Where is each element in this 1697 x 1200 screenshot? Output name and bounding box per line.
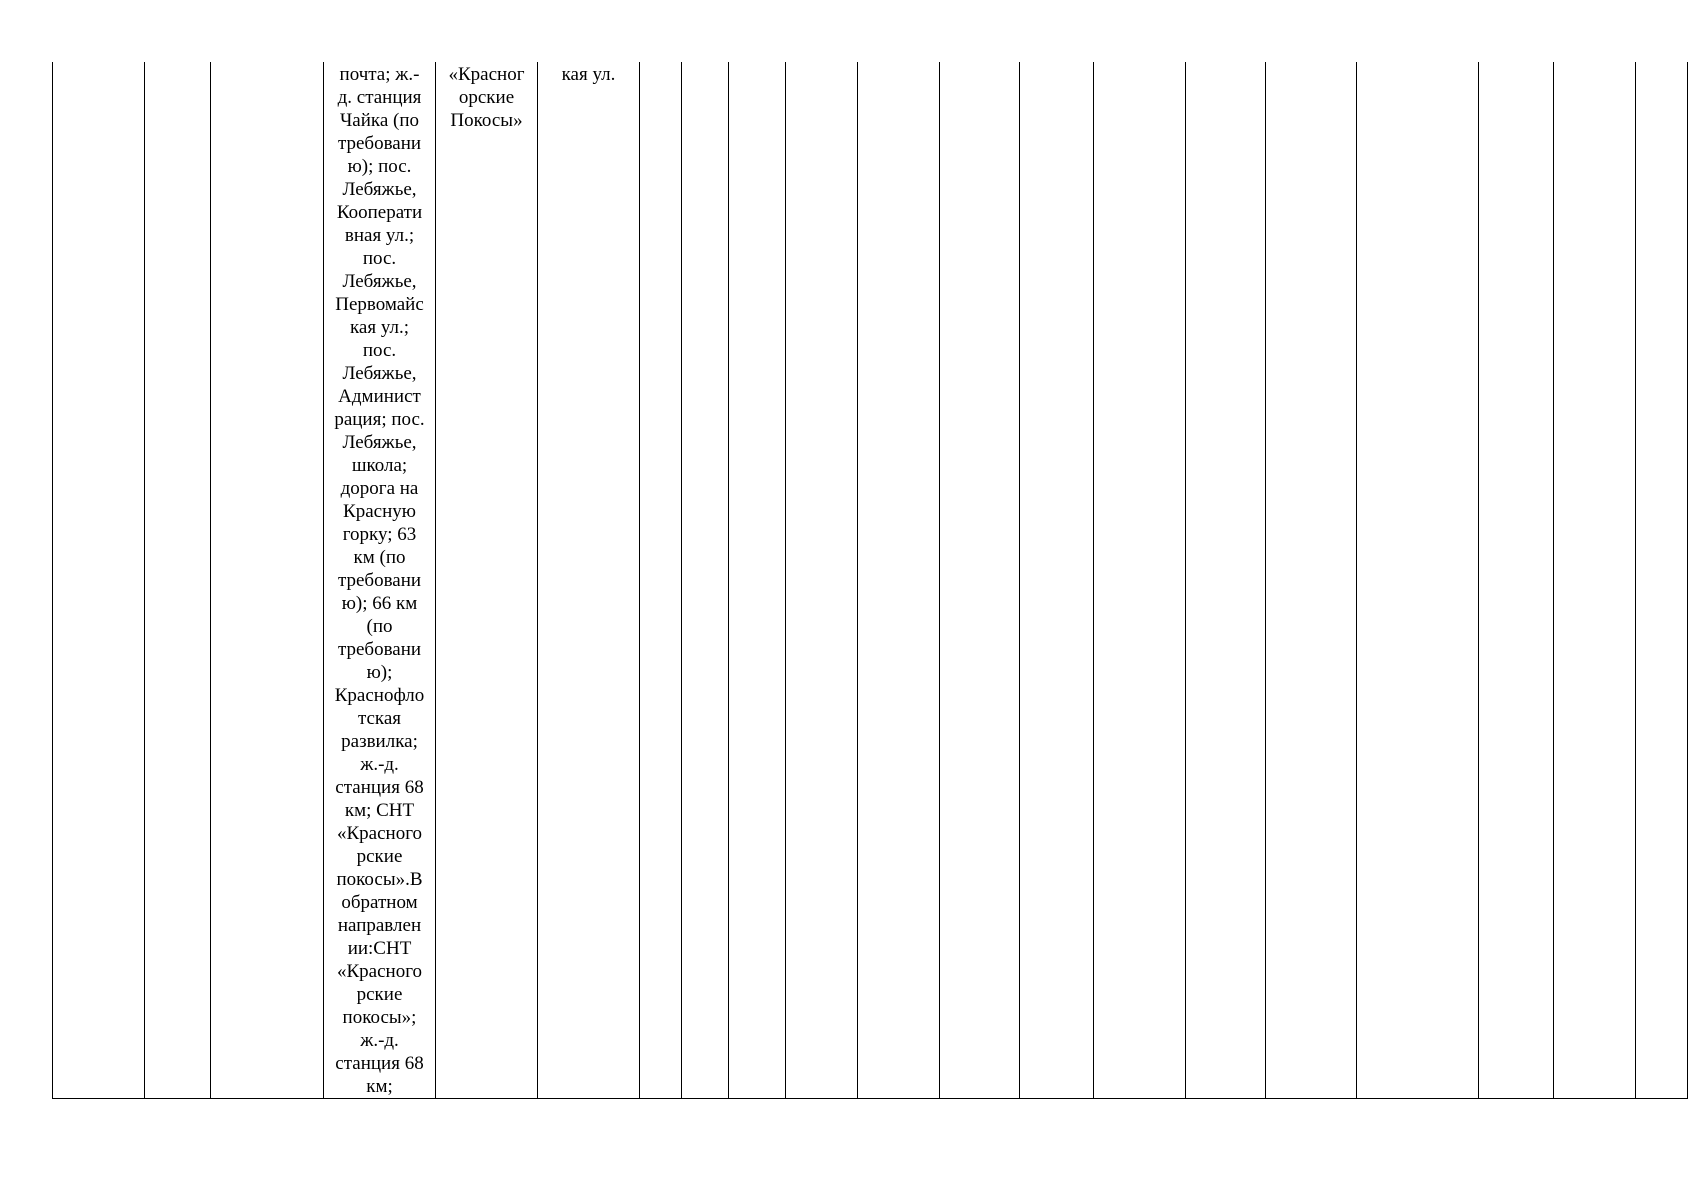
cell-text-18 bbox=[1479, 62, 1553, 63]
table-cell-11 bbox=[858, 62, 940, 1099]
street-cell bbox=[538, 62, 640, 1099]
table-cell-3 bbox=[211, 62, 324, 1099]
table-cell-15 bbox=[1186, 62, 1266, 1099]
cell-text-13 bbox=[1020, 62, 1093, 63]
table-cell-20 bbox=[1636, 62, 1688, 1099]
cell-text-12 bbox=[940, 62, 1019, 63]
table-cell-17 bbox=[1357, 62, 1479, 1099]
table-cell-19 bbox=[1554, 62, 1636, 1099]
cell-text-20 bbox=[1636, 62, 1687, 63]
cell-text-19 bbox=[1554, 62, 1635, 63]
table-cell-7 bbox=[640, 62, 682, 1099]
cell-text-15 bbox=[1186, 62, 1265, 63]
end-stop-cell bbox=[436, 62, 538, 1099]
cell-text-11 bbox=[858, 62, 939, 63]
cell-text-9 bbox=[729, 62, 785, 63]
street-text: кая ул. bbox=[561, 64, 616, 85]
table-cell-12 bbox=[940, 62, 1020, 1099]
cell-text-14 bbox=[1094, 62, 1185, 63]
end-stop-text: «Красног орские Покосы» bbox=[448, 64, 525, 131]
route-stops-text: почта; ж.- д. станция Чайка (по требовани ю); пос. Лебяжье, Кооперати вная ул.; пос. Лебяжье, Первомайс кая ул.; пос. Лебяжье, Админист рация; пос. Лебяжье, школа; дорога на Красную горку; 63 км (по требовани ю); 66 км (по требовани ю); Краснофло тская развилка; ж.-д. станция 68 км; СНТ «Красного рские покосы».В обратном направлен ии:СНТ «Красного рские покосы»; ж.-д. станция 68 км; bbox=[334, 64, 425, 1097]
table-cell-1 bbox=[53, 62, 145, 1099]
table-cell-14 bbox=[1094, 62, 1186, 1099]
table-cell-13 bbox=[1020, 62, 1094, 1099]
route-stops-cell bbox=[324, 62, 436, 1099]
table-cell-9 bbox=[729, 62, 786, 1099]
table-cell-18 bbox=[1479, 62, 1554, 1099]
cell-text-8 bbox=[682, 62, 728, 63]
route-table bbox=[52, 62, 1688, 1099]
cell-text-7 bbox=[640, 62, 681, 63]
table-cell-10 bbox=[786, 62, 858, 1099]
cell-text-10 bbox=[786, 62, 857, 63]
cell-text-1 bbox=[53, 62, 144, 63]
table-cell-8 bbox=[682, 62, 729, 1099]
table-row bbox=[53, 62, 1688, 1099]
table-cell-2 bbox=[145, 62, 211, 1099]
cell-text-16 bbox=[1266, 62, 1356, 63]
table-cell-16 bbox=[1266, 62, 1357, 1099]
cell-text-3 bbox=[211, 62, 323, 63]
cell-text-2 bbox=[145, 62, 210, 63]
cell-text-17 bbox=[1357, 62, 1478, 63]
